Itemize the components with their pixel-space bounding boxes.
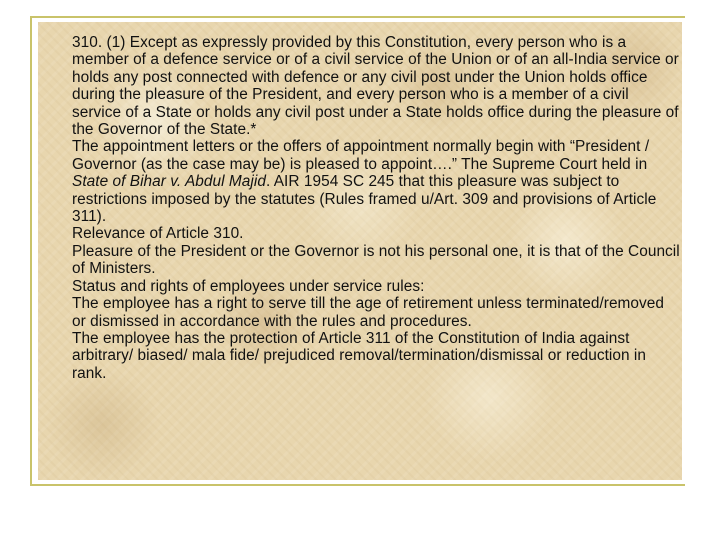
appointment-text-before: The appointment letters or the offers of appointment normally begin with “President / Governor (as the case may be) is pleased to appoint….” The Supreme Court held in [72,138,650,173]
article-number: 310 [72,34,98,51]
top-rule-line [30,16,685,18]
article-310-clause: . (1) Except as expressly provided by this Constitution, every person who is a member of a defence service or of a civil service of the Union or of an all-India service or holds any post connected with defence or any civil post under the Union holds office during the pleasure of the President, and every person who is a member of a civil service of a State or holds any civil post under a State holds office during the pleasure of the Governor of the State.* [72,34,679,139]
paragraph-appointment-letters [72,138,682,225]
paragraph-pleasure-council: Pleasure of the President or the Governor is not his personal one, it is that of the Council of Ministers. [72,242,680,278]
paragraph-relevance-heading: Relevance of Article 310. [72,225,244,243]
left-rule-line [30,16,32,486]
paragraph-status-rights-heading: Status and rights of employees under service rules: [72,277,425,295]
bottom-rule-line [30,484,685,486]
appointment-text-after: . AIR 1954 SC 245 that this pleasure was subject to restrictions imposed by the statutes (Rules framed u/Art. 309 and provisions of Article 311). [72,173,657,226]
paragraph-article-311-protection: The employee has the protection of Article 311 of the Constitution of India against arbitrary/ biased/ mala fide/ prejudiced removal/termination/dismissal or reduction in rank. [72,329,647,382]
slide-text-body [72,34,682,382]
case-name: State of Bihar v. Abdul Majid [72,173,266,191]
paragraph-article-310-text [72,34,682,138]
paragraph-right-to-serve: The employee has a right to serve till the age of retirement unless terminated/removed or dismissed in accordance with the rules and procedures. [72,295,665,330]
